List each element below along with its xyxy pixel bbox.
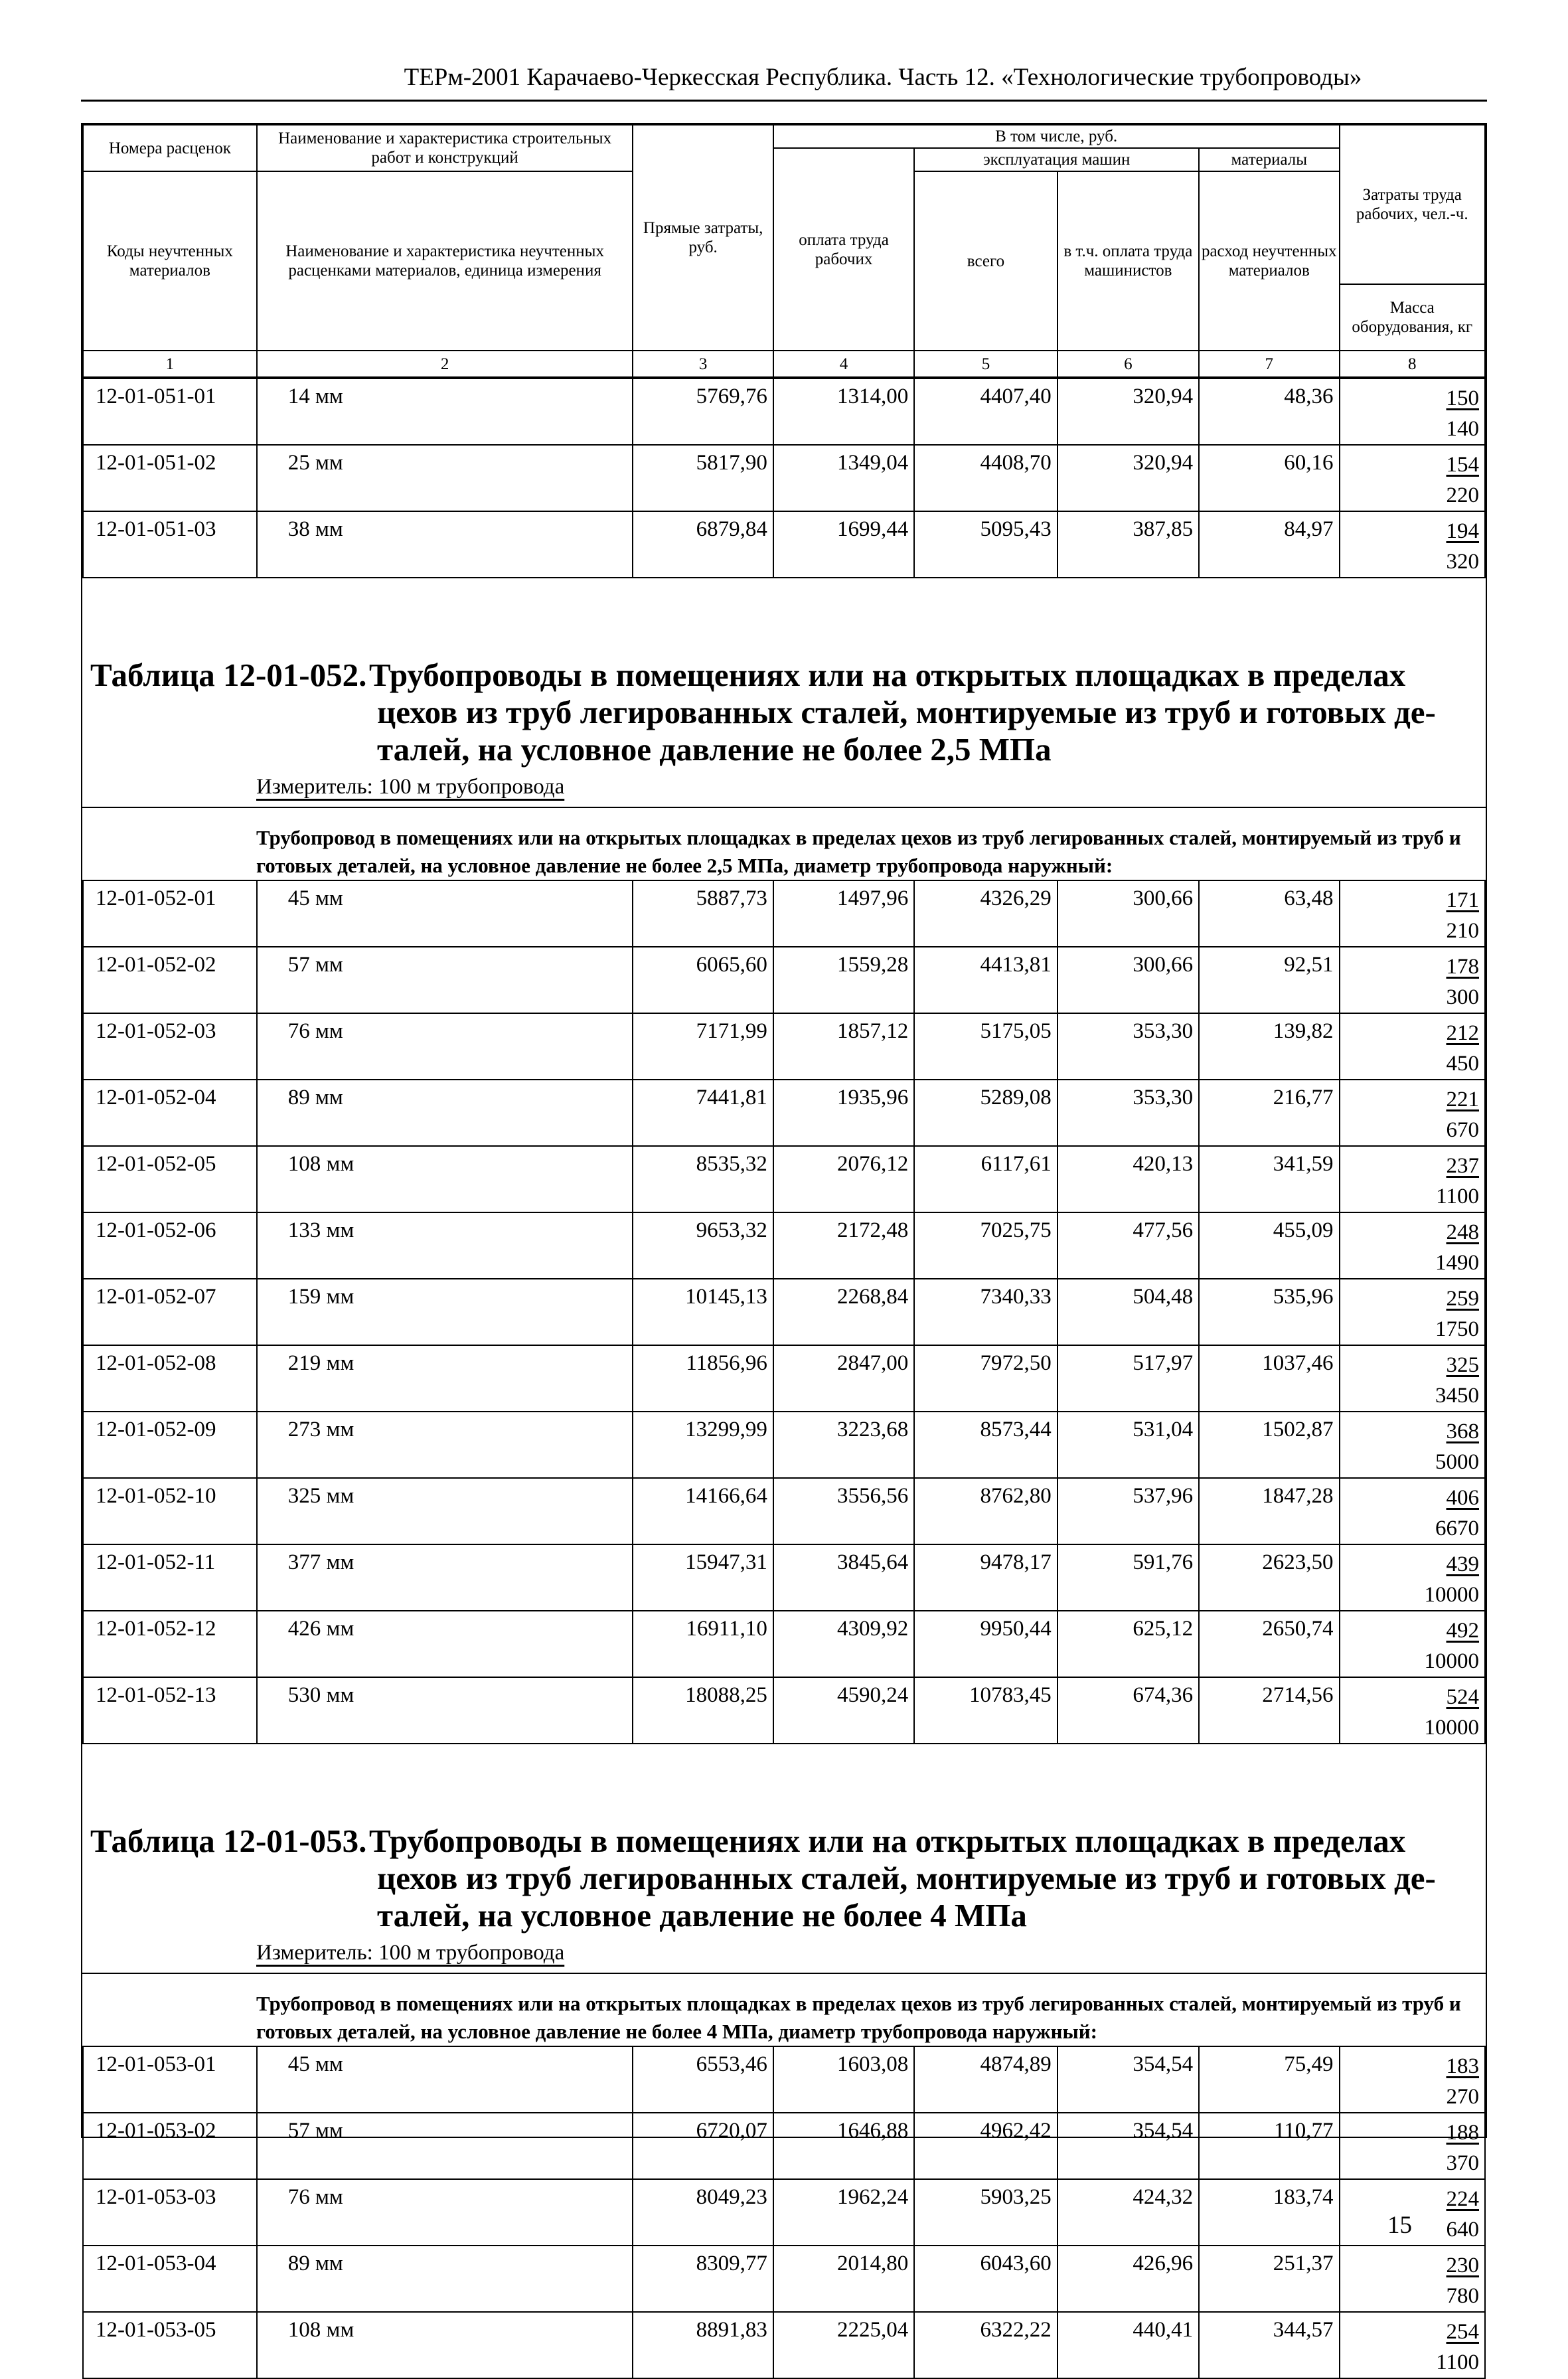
group-mach-header: эксплуатация машин (914, 148, 1199, 171)
machine-operation-total: 5289,08 (914, 1080, 1057, 1146)
column-number-3: 3 (633, 351, 773, 377)
table-row (83, 445, 1485, 511)
section-052-label: Таблица 12-01-052. (90, 657, 367, 693)
direct-costs: 9653,32 (633, 1212, 773, 1279)
section-052-title-line3: талей, на условное давление не более 2,5 МПа (377, 731, 1052, 768)
col7-header: расход неучтенных материалов (1199, 171, 1339, 351)
pipe-diameter: 45 мм (257, 2046, 633, 2113)
rate-code: 12-01-052-07 (83, 1279, 257, 1345)
labor-wages: 1603,08 (773, 2046, 914, 2113)
machine-operation-total: 4413,81 (914, 947, 1057, 1013)
table-row (83, 947, 1485, 1013)
machinist-wages: 440,41 (1058, 2312, 1199, 2378)
labor-hours-and-mass (1340, 1544, 1486, 1611)
machine-operation-total: 4874,89 (914, 2046, 1057, 2113)
table-row (83, 511, 1485, 578)
rate-code: 12-01-052-02 (83, 947, 257, 1013)
labor-wages: 2225,04 (773, 2312, 914, 2378)
section-053-label: Таблица 12-01-053. (90, 1823, 367, 1859)
table-row (83, 880, 1485, 947)
labor-wages: 1962,24 (773, 2179, 914, 2246)
labor-hours-and-mass (1340, 1345, 1486, 1412)
materials-cost: 92,51 (1199, 947, 1339, 1013)
col8-header-top: Затраты труда рабочих, чел.-ч. (1340, 125, 1486, 284)
column-number-6: 6 (1058, 351, 1199, 377)
machinist-wages: 387,85 (1058, 511, 1199, 578)
materials-cost: 1037,46 (1199, 1345, 1339, 1412)
machine-operation-total: 6043,60 (914, 2246, 1057, 2312)
labor-hours-and-mass (1340, 2246, 1486, 2312)
pipe-diameter: 159 мм (257, 1279, 633, 1345)
labor-wages: 3556,56 (773, 1478, 914, 1544)
table-row (83, 2312, 1485, 2378)
labor-hours: 254 (1446, 2320, 1479, 2344)
machine-operation-total: 7972,50 (914, 1345, 1057, 1412)
table-12-01-051-rows (82, 378, 1486, 578)
direct-costs: 7171,99 (633, 1013, 773, 1080)
equipment-mass: 10000 (1424, 1583, 1479, 1607)
rate-code: 12-01-052-05 (83, 1146, 257, 1212)
labor-hours-and-mass (1340, 1412, 1486, 1478)
machinist-wages: 320,94 (1058, 445, 1199, 511)
labor-wages: 3223,68 (773, 1412, 914, 1478)
labor-hours-and-mass (1340, 511, 1486, 578)
equipment-mass: 1100 (1436, 1185, 1479, 1208)
direct-costs: 8309,77 (633, 2246, 773, 2312)
labor-hours-and-mass (1340, 1146, 1486, 1212)
direct-costs: 8049,23 (633, 2179, 773, 2246)
labor-hours-and-mass (1340, 378, 1486, 445)
machine-operation-total: 4407,40 (914, 378, 1057, 445)
machine-operation-total: 7025,75 (914, 1212, 1057, 1279)
pipe-diameter: 377 мм (257, 1544, 633, 1611)
pipe-diameter: 45 мм (257, 880, 633, 947)
table-row (83, 1146, 1485, 1212)
machine-operation-total: 5095,43 (914, 511, 1057, 578)
machinist-wages: 353,30 (1058, 1080, 1199, 1146)
equipment-mass: 220 (1446, 483, 1479, 507)
labor-hours-and-mass (1340, 1212, 1486, 1279)
rate-code: 12-01-053-01 (83, 2046, 257, 2113)
equipment-mass: 270 (1446, 2085, 1479, 2109)
table-12-01-053-rows (82, 2046, 1486, 2379)
rate-code: 12-01-053-03 (83, 2179, 257, 2246)
table-row (83, 1677, 1485, 1744)
machine-operation-total: 10783,45 (914, 1677, 1057, 1744)
direct-costs: 6553,46 (633, 2046, 773, 2113)
labor-hours: 259 (1446, 1287, 1479, 1311)
materials-cost: 455,09 (1199, 1212, 1339, 1279)
labor-hours-and-mass (1340, 1080, 1486, 1146)
table-12-01-052-rows (82, 880, 1486, 1744)
labor-hours: 154 (1446, 453, 1479, 477)
pipe-diameter: 89 мм (257, 1080, 633, 1146)
table-row (83, 1279, 1485, 1345)
machine-operation-total: 8762,80 (914, 1478, 1057, 1544)
equipment-mass: 1750 (1435, 1317, 1479, 1341)
section-053-title-line3: талей, на условное давление не более 4 МПа (377, 1897, 1027, 1933)
direct-costs: 11856,96 (633, 1345, 773, 1412)
equipment-mass: 140 (1446, 417, 1479, 441)
pipe-diameter: 426 мм (257, 1611, 633, 1677)
equipment-mass: 670 (1446, 1118, 1479, 1142)
equipment-mass: 6670 (1435, 1517, 1479, 1540)
machinist-wages: 504,48 (1058, 1279, 1199, 1345)
machine-operation-total: 5903,25 (914, 2179, 1057, 2246)
machinist-wages: 537,96 (1058, 1478, 1199, 1544)
labor-hours-and-mass (1340, 2113, 1486, 2179)
section-053-title (82, 1811, 1486, 1934)
pipe-diameter: 530 мм (257, 1677, 633, 1744)
equipment-mass: 10000 (1424, 1716, 1479, 1740)
direct-costs: 18088,25 (633, 1677, 773, 1744)
column-number-5: 5 (914, 351, 1057, 377)
pipe-diameter: 273 мм (257, 1412, 633, 1478)
col2-header-top: Наименование и характеристика строительных работ и конструкций (257, 125, 633, 171)
labor-hours: 221 (1446, 1088, 1479, 1111)
machinist-wages: 353,30 (1058, 1013, 1199, 1080)
materials-cost: 183,74 (1199, 2179, 1339, 2246)
rate-code: 12-01-052-11 (83, 1544, 257, 1611)
col3-header: Прямые затраты, руб. (633, 125, 773, 351)
pipe-diameter: 76 мм (257, 2179, 633, 2246)
equipment-mass: 1100 (1436, 2350, 1479, 2374)
machinist-wages: 354,54 (1058, 2113, 1199, 2179)
direct-costs: 14166,64 (633, 1478, 773, 1544)
machinist-wages: 424,32 (1058, 2179, 1199, 2246)
labor-hours-and-mass (1340, 2179, 1486, 2246)
labor-wages: 2847,00 (773, 1345, 914, 1412)
labor-wages: 1349,04 (773, 445, 914, 511)
materials-cost: 535,96 (1199, 1279, 1339, 1345)
equipment-mass: 640 (1446, 2218, 1479, 2242)
materials-cost: 216,77 (1199, 1080, 1339, 1146)
pipe-diameter: 76 мм (257, 1013, 633, 1080)
table-row (83, 1212, 1485, 1279)
labor-hours-and-mass (1340, 2046, 1486, 2113)
labor-wages: 1497,96 (773, 880, 914, 947)
pipe-diameter: 57 мм (257, 2113, 633, 2179)
machinist-wages: 300,66 (1058, 880, 1199, 947)
col4-header: оплата труда рабочих (773, 148, 914, 351)
section-053-title-line1: Трубопроводы в помещениях или на открытых площадках в пределах (369, 1823, 1406, 1859)
direct-costs: 8891,83 (633, 2312, 773, 2378)
pipe-diameter: 325 мм (257, 1478, 633, 1544)
materials-cost: 344,57 (1199, 2312, 1339, 2378)
table-row (83, 1544, 1485, 1611)
labor-wages: 2268,84 (773, 1279, 914, 1345)
table-row (83, 378, 1485, 445)
labor-wages: 2172,48 (773, 1212, 914, 1279)
labor-hours: 524 (1446, 1685, 1479, 1709)
machine-operation-total: 9478,17 (914, 1544, 1057, 1611)
labor-wages: 4309,92 (773, 1611, 914, 1677)
pipe-diameter: 25 мм (257, 445, 633, 511)
pipe-diameter: 108 мм (257, 1146, 633, 1212)
table-row (83, 2113, 1485, 2179)
labor-hours-and-mass (1340, 1013, 1486, 1080)
machinist-wages: 420,13 (1058, 1146, 1199, 1212)
machinist-wages: 320,94 (1058, 378, 1199, 445)
labor-hours: 248 (1446, 1220, 1479, 1244)
materials-cost: 139,82 (1199, 1013, 1339, 1080)
table-row (83, 1013, 1485, 1080)
rate-code: 12-01-051-03 (83, 511, 257, 578)
column-number-4: 4 (773, 351, 914, 377)
direct-costs: 5887,73 (633, 880, 773, 947)
rate-code: 12-01-052-03 (83, 1013, 257, 1080)
machinist-wages: 300,66 (1058, 947, 1199, 1013)
column-number-row (83, 351, 1485, 377)
labor-hours: 183 (1446, 2054, 1479, 2078)
direct-costs: 6065,60 (633, 947, 773, 1013)
table-row (83, 2179, 1485, 2246)
section-052-meter: Измеритель: 100 м трубопровода (256, 775, 565, 799)
machine-operation-total: 4962,42 (914, 2113, 1057, 2179)
materials-cost: 75,49 (1199, 2046, 1339, 2113)
column-number-2: 2 (257, 351, 633, 377)
labor-hours: 150 (1446, 386, 1479, 410)
section-053-group: Трубопровод в помещениях или на открытых площадках в пределах цехов из труб легированных сталей, монтируемый из труб и готовых деталей, на условное давление не более 4 МПа, диаметр трубопровода наружный: (82, 1973, 1486, 2046)
direct-costs: 5769,76 (633, 378, 773, 445)
rate-code: 12-01-051-01 (83, 378, 257, 445)
rate-code: 12-01-052-12 (83, 1611, 257, 1677)
pipe-diameter: 14 мм (257, 378, 633, 445)
machine-operation-total: 7340,33 (914, 1279, 1057, 1345)
labor-hours: 325 (1446, 1353, 1479, 1377)
table-row (83, 1345, 1485, 1412)
pipe-diameter: 133 мм (257, 1212, 633, 1279)
col1-header-top: Номера расценок (83, 125, 257, 171)
equipment-mass: 3450 (1435, 1384, 1479, 1408)
direct-costs: 6720,07 (633, 2113, 773, 2179)
materials-cost: 110,77 (1199, 2113, 1339, 2179)
labor-hours: 171 (1446, 888, 1479, 912)
machine-operation-total: 6117,61 (914, 1146, 1057, 1212)
labor-wages: 1559,28 (773, 947, 914, 1013)
rate-code: 12-01-053-04 (83, 2246, 257, 2312)
materials-cost: 2650,74 (1199, 1611, 1339, 1677)
pipe-diameter: 38 мм (257, 511, 633, 578)
machinist-wages: 426,96 (1058, 2246, 1199, 2312)
equipment-mass: 320 (1446, 550, 1479, 574)
table-row (83, 1478, 1485, 1544)
table-row (83, 1080, 1485, 1146)
machine-operation-total: 6322,22 (914, 2312, 1057, 2378)
equipment-mass: 210 (1446, 919, 1479, 943)
labor-wages: 1935,96 (773, 1080, 914, 1146)
equipment-mass: 1490 (1435, 1251, 1479, 1275)
rate-code: 12-01-053-05 (83, 2312, 257, 2378)
machine-operation-total: 4326,29 (914, 880, 1057, 947)
column-number-1: 1 (83, 351, 257, 377)
pipe-diameter: 89 мм (257, 2246, 633, 2312)
pipe-diameter: 108 мм (257, 2312, 633, 2378)
materials-cost: 60,16 (1199, 445, 1339, 511)
group-mat-header: материалы (1199, 148, 1339, 171)
section-052-title-line1: Трубопроводы в помещениях или на открытых площадках в пределах (369, 657, 1406, 693)
table-row (83, 2246, 1485, 2312)
machine-operation-total: 4408,70 (914, 445, 1057, 511)
rate-code: 12-01-052-01 (83, 880, 257, 947)
header-rule (81, 100, 1487, 102)
page-number: 15 (1387, 2212, 1412, 2239)
rate-code: 12-01-052-13 (83, 1677, 257, 1744)
pipe-diameter: 57 мм (257, 947, 633, 1013)
labor-hours: 237 (1446, 1154, 1479, 1178)
rate-code: 12-01-052-09 (83, 1412, 257, 1478)
materials-cost: 341,59 (1199, 1146, 1339, 1212)
labor-hours: 492 (1446, 1619, 1479, 1643)
labor-wages: 2014,80 (773, 2246, 914, 2312)
labor-wages: 4590,24 (773, 1677, 914, 1744)
labor-hours: 224 (1446, 2187, 1479, 2211)
table-row (83, 1611, 1485, 1677)
labor-hours: 194 (1446, 519, 1479, 543)
labor-hours-and-mass (1340, 1478, 1486, 1544)
section-052-title (82, 645, 1486, 768)
rate-code: 12-01-052-06 (83, 1212, 257, 1279)
labor-hours-and-mass (1340, 1677, 1486, 1744)
section-052 (82, 645, 1486, 880)
equipment-mass: 450 (1446, 1052, 1479, 1076)
col5-header: всего (914, 171, 1057, 351)
labor-hours: 230 (1446, 2254, 1479, 2277)
labor-hours-and-mass (1340, 947, 1486, 1013)
rate-code: 12-01-052-10 (83, 1478, 257, 1544)
machinist-wages: 674,36 (1058, 1677, 1199, 1744)
section-053-title-line2: цехов из труб легированных сталей, монтируемые из труб и готовых де- (377, 1860, 1436, 1896)
labor-hours-and-mass (1340, 880, 1486, 947)
direct-costs: 16911,10 (633, 1611, 773, 1677)
table-row (83, 1412, 1485, 1478)
labor-wages: 1646,88 (773, 2113, 914, 2179)
labor-hours-and-mass (1340, 1279, 1486, 1345)
rate-code: 12-01-052-08 (83, 1345, 257, 1412)
page-header: ТЕРм-2001 Карачаево-Черкесская Республика. Часть 12. «Технологические трубопроводы» (404, 64, 1362, 91)
equipment-mass: 10000 (1424, 1649, 1479, 1673)
rate-code: 12-01-051-02 (83, 445, 257, 511)
machinist-wages: 477,56 (1058, 1212, 1199, 1279)
table-row (83, 2046, 1485, 2113)
materials-cost: 63,48 (1199, 880, 1339, 947)
machinist-wages: 625,12 (1058, 1611, 1199, 1677)
column-number-7: 7 (1199, 351, 1339, 377)
column-number-8: 8 (1340, 351, 1486, 377)
column-header (82, 124, 1486, 378)
group-incl-header: В том числе, руб. (773, 125, 1340, 148)
equipment-mass: 5000 (1435, 1450, 1479, 1474)
labor-hours-and-mass (1340, 445, 1486, 511)
direct-costs: 8535,32 (633, 1146, 773, 1212)
machine-operation-total: 5175,05 (914, 1013, 1057, 1080)
rates-table-frame (81, 123, 1487, 2374)
labor-hours: 188 (1446, 2121, 1479, 2145)
direct-costs: 13299,99 (633, 1412, 773, 1478)
col6-header: в т.ч. оплата труда машинистов (1058, 171, 1199, 351)
col1-header-bottom: Коды неучтенных материалов (83, 171, 257, 351)
labor-wages: 1857,12 (773, 1013, 914, 1080)
machinist-wages: 354,54 (1058, 2046, 1199, 2113)
materials-cost: 2623,50 (1199, 1544, 1339, 1611)
materials-cost: 48,36 (1199, 378, 1339, 445)
materials-cost: 2714,56 (1199, 1677, 1339, 1744)
equipment-mass: 370 (1446, 2151, 1479, 2175)
labor-hours-and-mass (1340, 1611, 1486, 1677)
machinist-wages: 517,97 (1058, 1345, 1199, 1412)
col8-header-bottom: Масса оборудования, кг (1340, 284, 1486, 351)
section-053 (82, 1811, 1486, 2046)
equipment-mass: 780 (1446, 2284, 1479, 2308)
section-052-group: Трубопровод в помещениях или на открытых площадках в пределах цехов из труб легированных сталей, монтируемый из труб и готовых деталей, на условное давление не более 2,5 МПа, диаметр трубопровода наружный: (82, 807, 1486, 880)
rate-code: 12-01-052-04 (83, 1080, 257, 1146)
labor-hours: 406 (1446, 1486, 1479, 1510)
machine-operation-total: 8573,44 (914, 1412, 1057, 1478)
direct-costs: 15947,31 (633, 1544, 773, 1611)
labor-wages: 1314,00 (773, 378, 914, 445)
direct-costs: 7441,81 (633, 1080, 773, 1146)
materials-cost: 1847,28 (1199, 1478, 1339, 1544)
direct-costs: 5817,90 (633, 445, 773, 511)
labor-wages: 1699,44 (773, 511, 914, 578)
machine-operation-total: 9950,44 (914, 1611, 1057, 1677)
rate-code: 12-01-053-02 (83, 2113, 257, 2179)
labor-hours: 212 (1446, 1021, 1479, 1045)
labor-wages: 3845,64 (773, 1544, 914, 1611)
section-053-meter: Измеритель: 100 м трубопровода (256, 1941, 565, 1965)
machinist-wages: 591,76 (1058, 1544, 1199, 1611)
labor-hours: 178 (1446, 955, 1479, 979)
col2-header-bottom: Наименование и характеристика неучтенных расценками материалов, единица измерения (257, 171, 633, 351)
labor-wages: 2076,12 (773, 1146, 914, 1212)
machinist-wages: 531,04 (1058, 1412, 1199, 1478)
section-052-title-line2: цехов из труб легированных сталей, монтируемые из труб и готовых де- (377, 694, 1436, 730)
labor-hours: 439 (1446, 1552, 1479, 1576)
labor-hours: 368 (1446, 1420, 1479, 1443)
materials-cost: 251,37 (1199, 2246, 1339, 2312)
pipe-diameter: 219 мм (257, 1345, 633, 1412)
labor-hours-and-mass (1340, 2312, 1486, 2378)
materials-cost: 1502,87 (1199, 1412, 1339, 1478)
direct-costs: 10145,13 (633, 1279, 773, 1345)
direct-costs: 6879,84 (633, 511, 773, 578)
materials-cost: 84,97 (1199, 511, 1339, 578)
equipment-mass: 300 (1446, 985, 1479, 1009)
